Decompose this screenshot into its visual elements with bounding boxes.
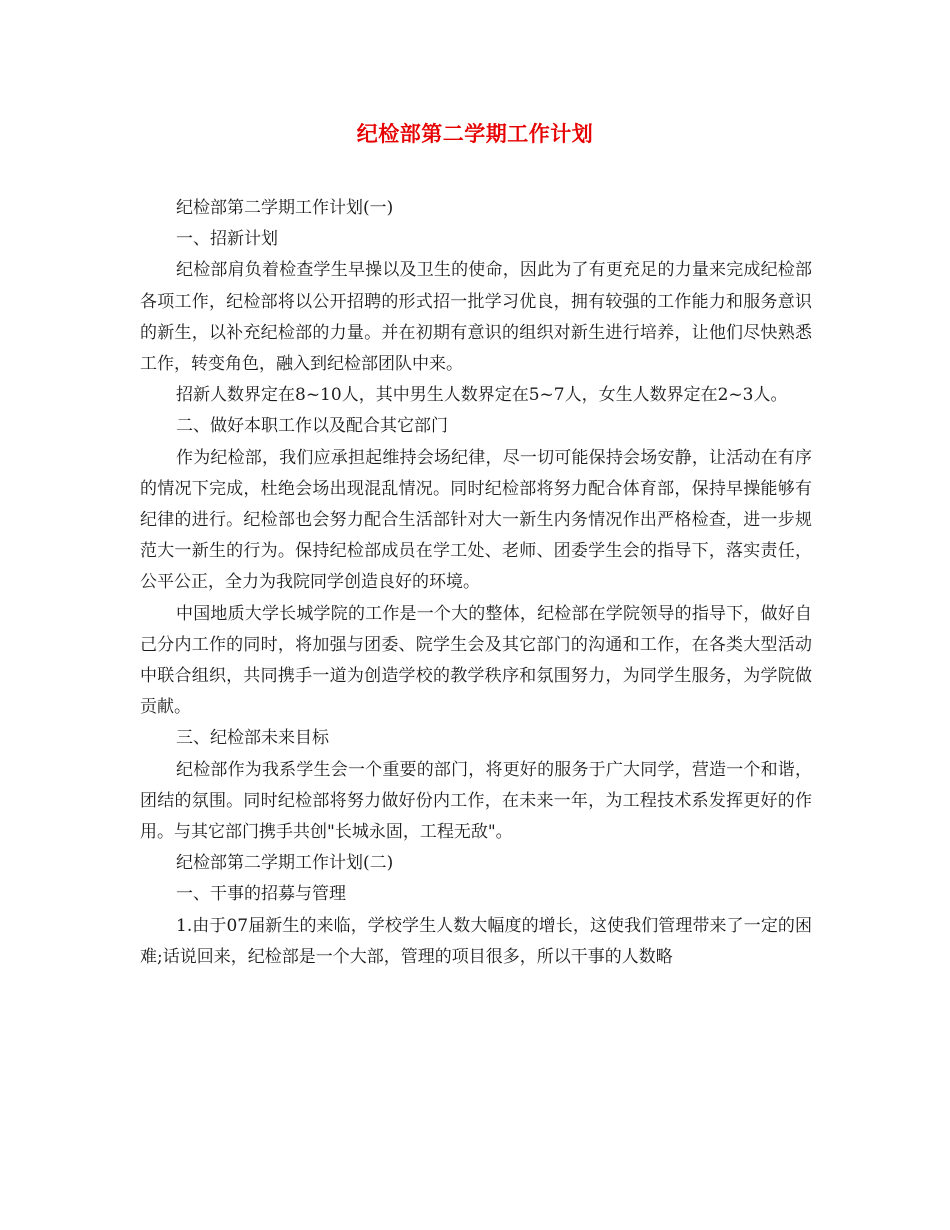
- section-heading-plan-one: 纪检部第二学期工作计划(一): [176, 198, 394, 218]
- paragraph-duties: 作为纪检部，我们应承担起维持会场纪律，尽一切可能保持会场安静，让活动在有序的情况下完成，杜绝会场出现混乱情况。同时纪检部将努力配合体育部，保持早操能够有纪律的进行。纪检部也会努力配合生活部针对大一新生内务情况作出严格检查，进一步规范大一新生的行为。保持纪检部成员在学工处、老师、团委学生会的指导下，落实责任，公平公正，全力为我院同学创造良好的环境。: [140, 447, 812, 593]
- subheading-duties-cooperation: 二、做好本职工作以及配合其它部门: [176, 416, 448, 437]
- paragraph-staff-management: 1.由于07届新生的来临，学校学生人数大幅度的增长，这使我们管理带来了一定的困难;话说回来，纪检部是一个大部，管理的项目很多，所以干事的人数略: [140, 915, 812, 967]
- document-body: [140, 193, 812, 973]
- section-heading-plan-two: 纪检部第二学期工作计划(二): [176, 853, 394, 874]
- subheading-staff-management: 一、干事的招募与管理: [176, 884, 346, 905]
- paragraph-recruitment-purpose: 纪检部肩负着检查学生早操以及卫生的使命，因此为了有更充足的力量来完成纪检部各项工作，纪检部将以公开招聘的形式招一批学习优良，拥有较强的工作能力和服务意识的新生，以补充纪检部的力量。并在初期有意识的组织对新生进行培养，让他们尽快熟悉工作，转变角色，融入到纪检部团队中来。: [140, 260, 812, 375]
- paragraph-recruitment-numbers: 招新人数界定在8~10人，其中男生人数界定在5~7人，女生人数界定在2~3人。: [176, 385, 788, 406]
- document-title: 纪检部第二学期工作计划: [356, 121, 594, 146]
- paragraph-college-cooperation: 中国地质大学长城学院的工作是一个大的整体，纪检部在学院领导的指导下，做好自己分内工作的同时，将加强与团委、院学生会及其它部门的沟通和工作，在各类大型活动中联合组织，共同携手一道为创造学校的教学秩序和氛围努力，为同学生服务，为学院做贡献。: [140, 603, 812, 718]
- subheading-future-goals: 三、纪检部未来目标: [176, 728, 329, 749]
- paragraph-future-goals: 纪检部作为我系学生会一个重要的部门，将更好的服务于广大同学，营造一个和谐，团结的氛围。同时纪检部将努力做好份内工作，在未来一年，为工程技术系发挥更好的作用。与其它部门携手共创"长城永固，工程无敌"。: [140, 759, 812, 843]
- subheading-recruitment-plan: 一、招新计划: [176, 229, 278, 250]
